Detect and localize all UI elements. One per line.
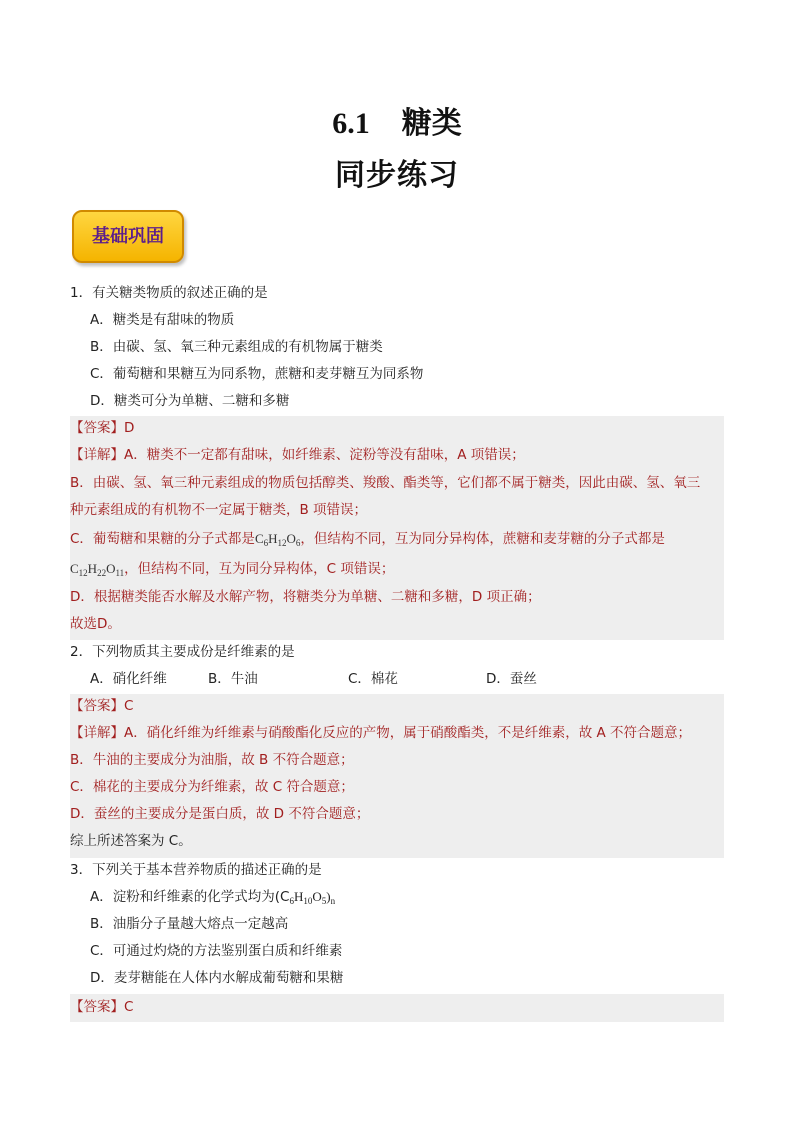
q3-option-d: D．麦芽糖能在人体内水解成葡萄糖和果糖 — [90, 970, 344, 986]
q3-answer: 【答案】C — [70, 999, 134, 1015]
formula-c6h12o6: $C_6H_{12}O_6$ — [254, 531, 301, 548]
q2-option-c: C．棉花 — [348, 671, 398, 687]
q2-detail-d: D．蚕丝的主要成分是蛋白质，故 D 不符合题意； — [70, 806, 370, 822]
formula-c12h22o11: $C_{12}H_{22}O_{11}$ — [70, 561, 125, 578]
q3-option-b: B．油脂分子量越大熔点一定越高 — [90, 916, 289, 932]
q1-detail-c2: $C_{12}H_{22}O_{11}$，但结构不同，互为同分异构体，C 项错误； — [70, 561, 395, 578]
q3-option-c: C．可通过灼烧的方法鉴别蛋白质和纤维素 — [90, 943, 343, 959]
q2-answer: 【答案】C — [70, 698, 134, 714]
q2-option-d: D．蚕丝 — [486, 671, 537, 687]
q3-stem: 3．下列关于基本营养物质的描述正确的是 — [70, 862, 322, 878]
section-badge: 基础巩固 — [72, 210, 184, 263]
q2-detail-b: B．牛油的主要成分为油脂，故 B 不符合题意； — [70, 752, 354, 768]
q1-option-c: C．葡萄糖和果糖互为同系物，蔗糖和麦芽糖互为同系物 — [90, 366, 424, 382]
q1-answer: 【答案】D — [70, 420, 135, 436]
formula-polysaccharide: $_6H_{10}O_5)_n$ — [289, 889, 336, 906]
q2-conclusion: 综上所述答案为 C。 — [70, 833, 192, 849]
q1-stem: 1．有关糖类物质的叙述正确的是 — [70, 285, 268, 301]
q1-conclusion: 故选D。 — [70, 616, 121, 632]
q1-option-b: B．由碳、氢、氧三种元素组成的有机物属于糖类 — [90, 339, 383, 355]
q1-option-d: D．糖类可分为单糖、二糖和多糖 — [90, 393, 290, 409]
page-subtitle: 同步练习 — [335, 158, 459, 193]
q2-option-a: A．硝化纤维 — [90, 671, 167, 687]
q3-option-a: A．淀粉和纤维素的化学式均为$(C_6H_{10}O_5)_n$ — [90, 889, 336, 906]
q3-explanation-panel — [70, 994, 724, 1022]
q2-detail-a: 【详解】A．硝化纤维为纤维素与硝酸酯化反应的产物，属于硝酸酯类，不是纤维素，故 A 不符合题意； — [70, 725, 692, 741]
q2-option-b: B．牛油 — [208, 671, 258, 687]
q2-stem: 2．下列物质其主要成份是纤维素的是 — [70, 644, 295, 660]
q1-detail-b2: 种元素组成的有机物不一定属于糖类，B 项错误； — [70, 502, 368, 518]
q2-detail-c: C．棉花的主要成分为纤维素，故 C 符合题意； — [70, 779, 354, 795]
q1-detail-a: 【详解】A．糖类不一定都有甜味，如纤维素、淀粉等没有甜味，A 项错误； — [70, 447, 525, 463]
q1-detail-c1: C．葡萄糖和果糖的分子式都是$C_6H_{12}O_6$，但结构不同，互为同分异构体，蔗糖和麦芽糖的分子式都是 — [70, 531, 665, 548]
page-title — [0, 98, 794, 142]
section-topic: 糖类 — [401, 106, 462, 141]
section-number: 6.1 — [332, 107, 370, 140]
q1-option-a: A．糖类是有甜味的物质 — [90, 312, 235, 328]
q1-detail-b1: B．由碳、氢、氧三种元素组成的物质包括醇类、羧酸、酯类等，它们都不属于糖类，因此由碳、氢、氧三 — [70, 475, 701, 491]
q1-detail-d: D．根据糖类能否水解及水解产物，将糖类分为单糖、二糖和多糖，D 项正确； — [70, 589, 541, 605]
